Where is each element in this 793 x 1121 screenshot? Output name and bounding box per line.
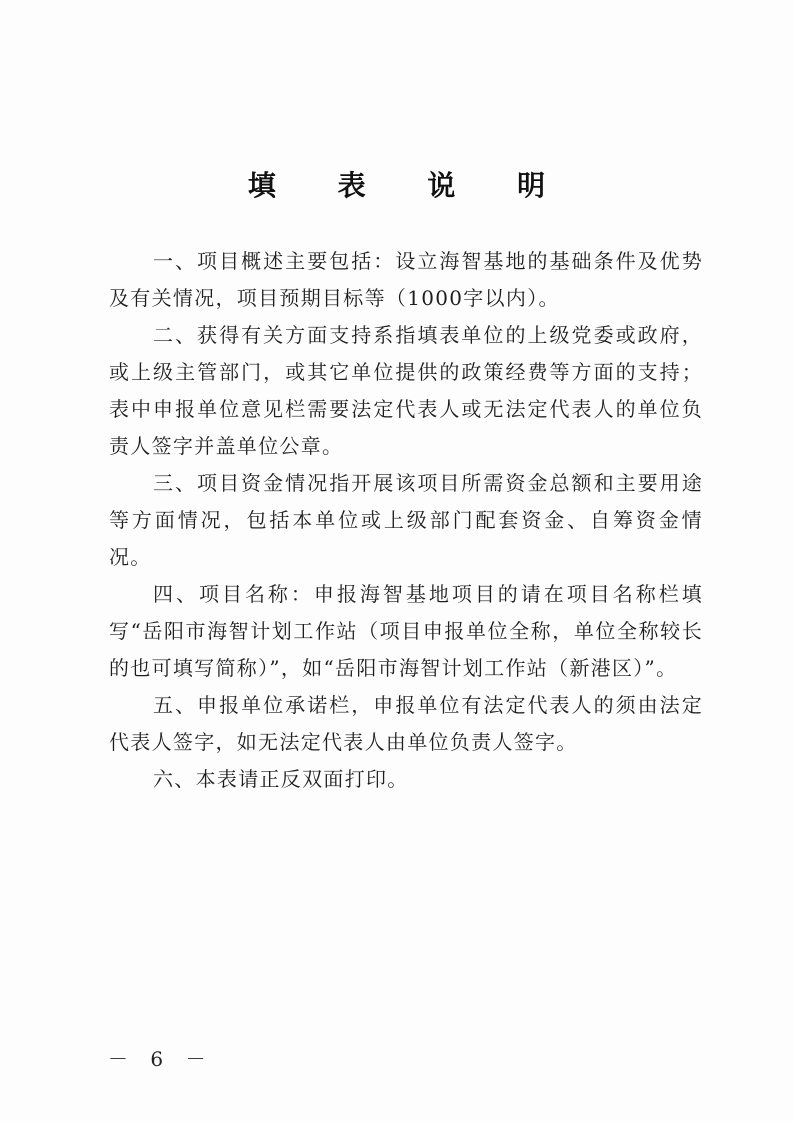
instruction-paragraph-2: 二、获得有关方面支持系指填表单位的上级党委或政府，或上级主管部门，或其它单位提供的政策经费等方面的支持；表中申报单位意见栏需要法定代表人或无法定代表人的单位负责人签字并盖单位公章。 <box>109 323 703 458</box>
instruction-paragraph-6: 六、本表请正反双面打印。 <box>153 767 409 791</box>
page-number: － 6 － <box>108 1047 214 1071</box>
document-title: 填 表 说 明 <box>247 169 572 202</box>
instruction-paragraph-1: 一、项目概述主要包括：设立海智基地的基础条件及优势及有关情况，项目预期目标等（1000字以内）。 <box>109 249 703 310</box>
instructions-body <box>109 243 703 798</box>
instruction-paragraph-5: 五、申报单位承诺栏，申报单位有法定代表人的须由法定代表人签字，如无法定代表人由单位负责人签字。 <box>109 693 703 754</box>
instruction-paragraph-3: 三、项目资金情况指开展该项目所需资金总额和主要用途等方面情况，包括本单位或上级部门配套资金、自筹资金情况。 <box>109 471 703 569</box>
instruction-paragraph-4: 四、项目名称：申报海智基地项目的请在项目名称栏填写“岳阳市海智计划工作站（项目申报单位全称，单位全称较长的也可填写简称）”，如“岳阳市海智计划工作站（新港区）”。 <box>109 582 703 680</box>
